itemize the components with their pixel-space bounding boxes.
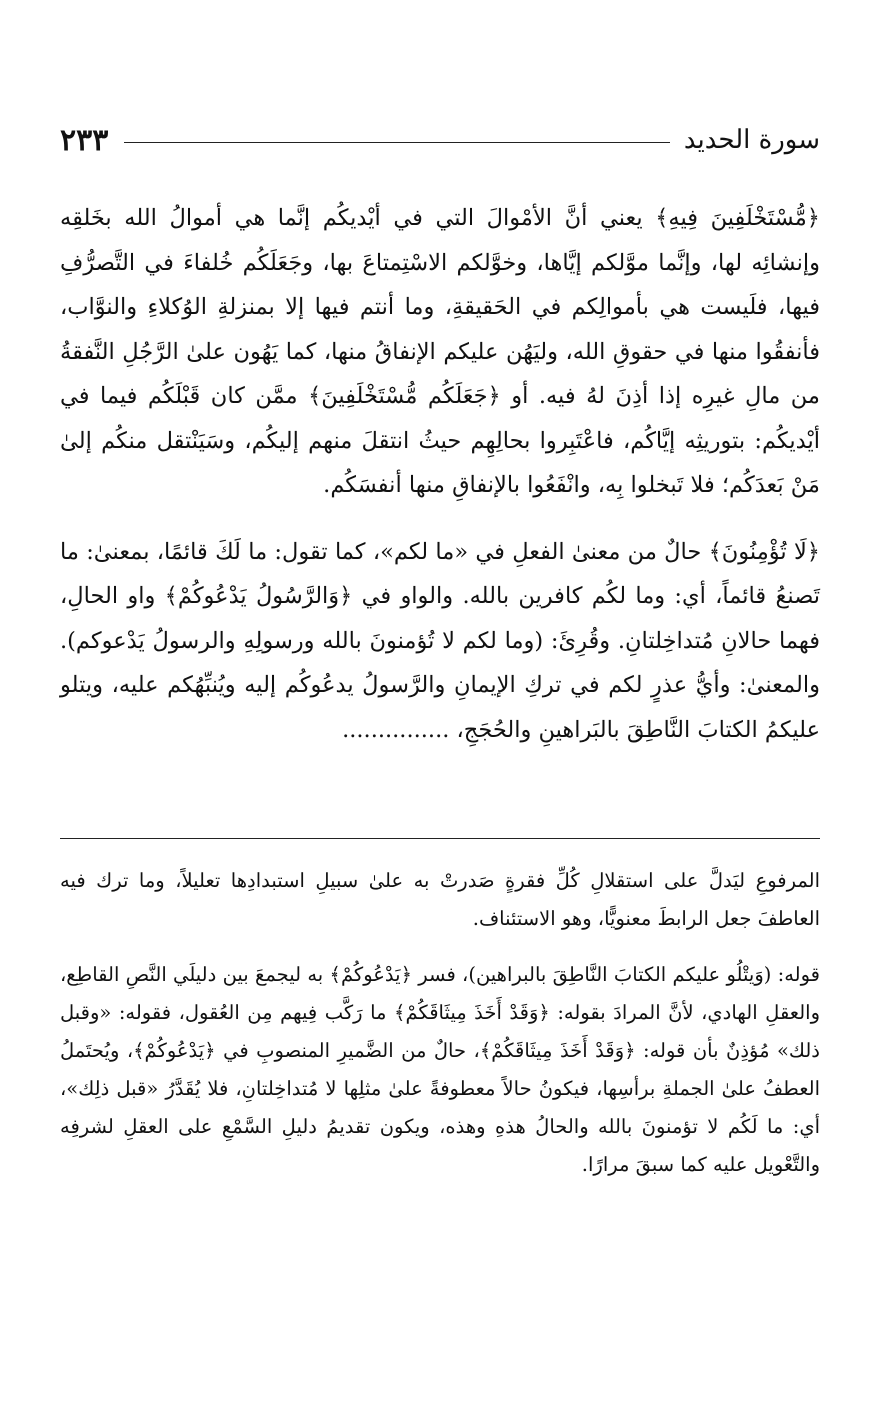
footnote-paragraph-1: المرفوعِ ليَدلَّ على استقلالِ كُلِّ فقرةٍ صَدرتْ به علىٰ سبيلِ استبدادِها تعليلاً، وما ترك فيه العاطفَ جعل الرابطَ معنويًّا، وهو الاستئناف.	[60, 869, 820, 930]
main-text	[60, 196, 820, 774]
book-page	[60, 0, 820, 1415]
surah-title: سورة الحديد	[683, 125, 820, 155]
footnote-divider	[60, 838, 820, 839]
header-rule	[124, 142, 670, 143]
main-paragraph-2: ﴿لَا تُؤْمِنُونَ﴾ حالٌ من معنىٰ الفعلِ في «ما لكم»، كما تقول: ما لَكَ قائمًا، بمعنىٰ: ما تَصنعُ قائماً، أي: وما لكُم كافرين بالله. والواو في ﴿وَالرَّسُولُ يَدْعُوكُمْ﴾ واو الحالِ، فهما حالانِ مُتداخِلتانِ. وقُرِئَ: (وما لكم لا تُؤمنونَ بالله ورسولِهِ والرسولُ يَدْعوكم). والمعنىٰ: وأيُّ عذرٍ لكم في تركِ الإيمانِ والرَّسولُ يدعُوكُم إليه ويُنبِّهُكم عليه، ويتلو عليكمُ الكتابَ النَّاطِقَ بالبَراهينِ والحُجَجِ، ...............	[60, 538, 820, 743]
page-header	[60, 120, 820, 160]
footnote-paragraph-2: قوله: (وَيتْلُو عليكم الكتابَ النَّاطِقَ بالبراهين)، فسر ﴿يَدْعُوكُمْ﴾ به ليجمعَ بين دليلَي النَّصِ القاطِع، والعقلِ الهادي، لأنَّ المرادَ بقوله: ﴿وَقَدْ أَخَذَ مِيثَاقَكُمْ﴾ ما رَكَّب فِيهم مِن العُقول، فقوله: «وقبل ذلك» مُؤذِنٌ بأن قوله: ﴿وَقَدْ أَخَذَ مِيثَاقَكُمْ﴾، حالٌ من الضَّميرِ المنصوبِ في ﴿يَدْعُوكُمْ﴾، ويُحتَملُ العطفُ علىٰ الجملةِ برأسِها، فيكونُ حالاً معطوفةً علىٰ مثلِها لا مُتداخِلتانِ، فلا يُقَدَّرُ «قبل ذلِك»، أي: ما لَكُم لا تؤمنونَ بالله والحالُ هذهِ وهذه، ويكون تقديمُ دليلِ السَّمْعِ على العقلِ لشرفِه والتَّعْويل عليه كما سبقَ مرارًا.	[60, 963, 820, 1176]
page-number: ٢٣٣	[60, 122, 109, 158]
main-paragraph-1: ﴿مُّسْتَخْلَفِينَ فِيهِ﴾ يعني أنَّ الأمْوالَ التي في أيْديكُم إنَّما هي أموالُ الله بخَلقِه وإنشائِه لها، وإنَّما موَّلكم إيَّاها، وخوَّلكم الاسْتِمتاعَ بها، وجَعَلَكُم خُلفاءَ في التَّصرُّفِ فيها، فلَيست هي بأموالِكم في الحَقيقةِ، وما أنتم فيها إلا بمنزلةِ الوُكلاءِ والنوَّاب، فأنفقُوا منها في حقوقِ الله، وليَهُن عليكم الإنفاقُ منها، كما يَهُون علىٰ الرَّجُلِ النَّفقةُ من مالِ غيرِه إذا أذِنَ لهُ فيه. أو ﴿جَعَلَكُم مُّسْتَخْلَفِينَ﴾ ممَّن كان قَبْلَكُم فيما في أيْديكُم: بتوريثِه إيَّاكُم، فاعْتَبِروا بحالِهِم حيثُ انتقلَ منهم إليكُم، وسَيَنْتقل منكُم إلىٰ مَنْ بَعدَكُم؛ فلا تَبخلوا بِه، وانْفَعُوا بالإنفاقِ منها أنفسَكُم.	[60, 205, 820, 498]
footnotes	[60, 862, 820, 1202]
